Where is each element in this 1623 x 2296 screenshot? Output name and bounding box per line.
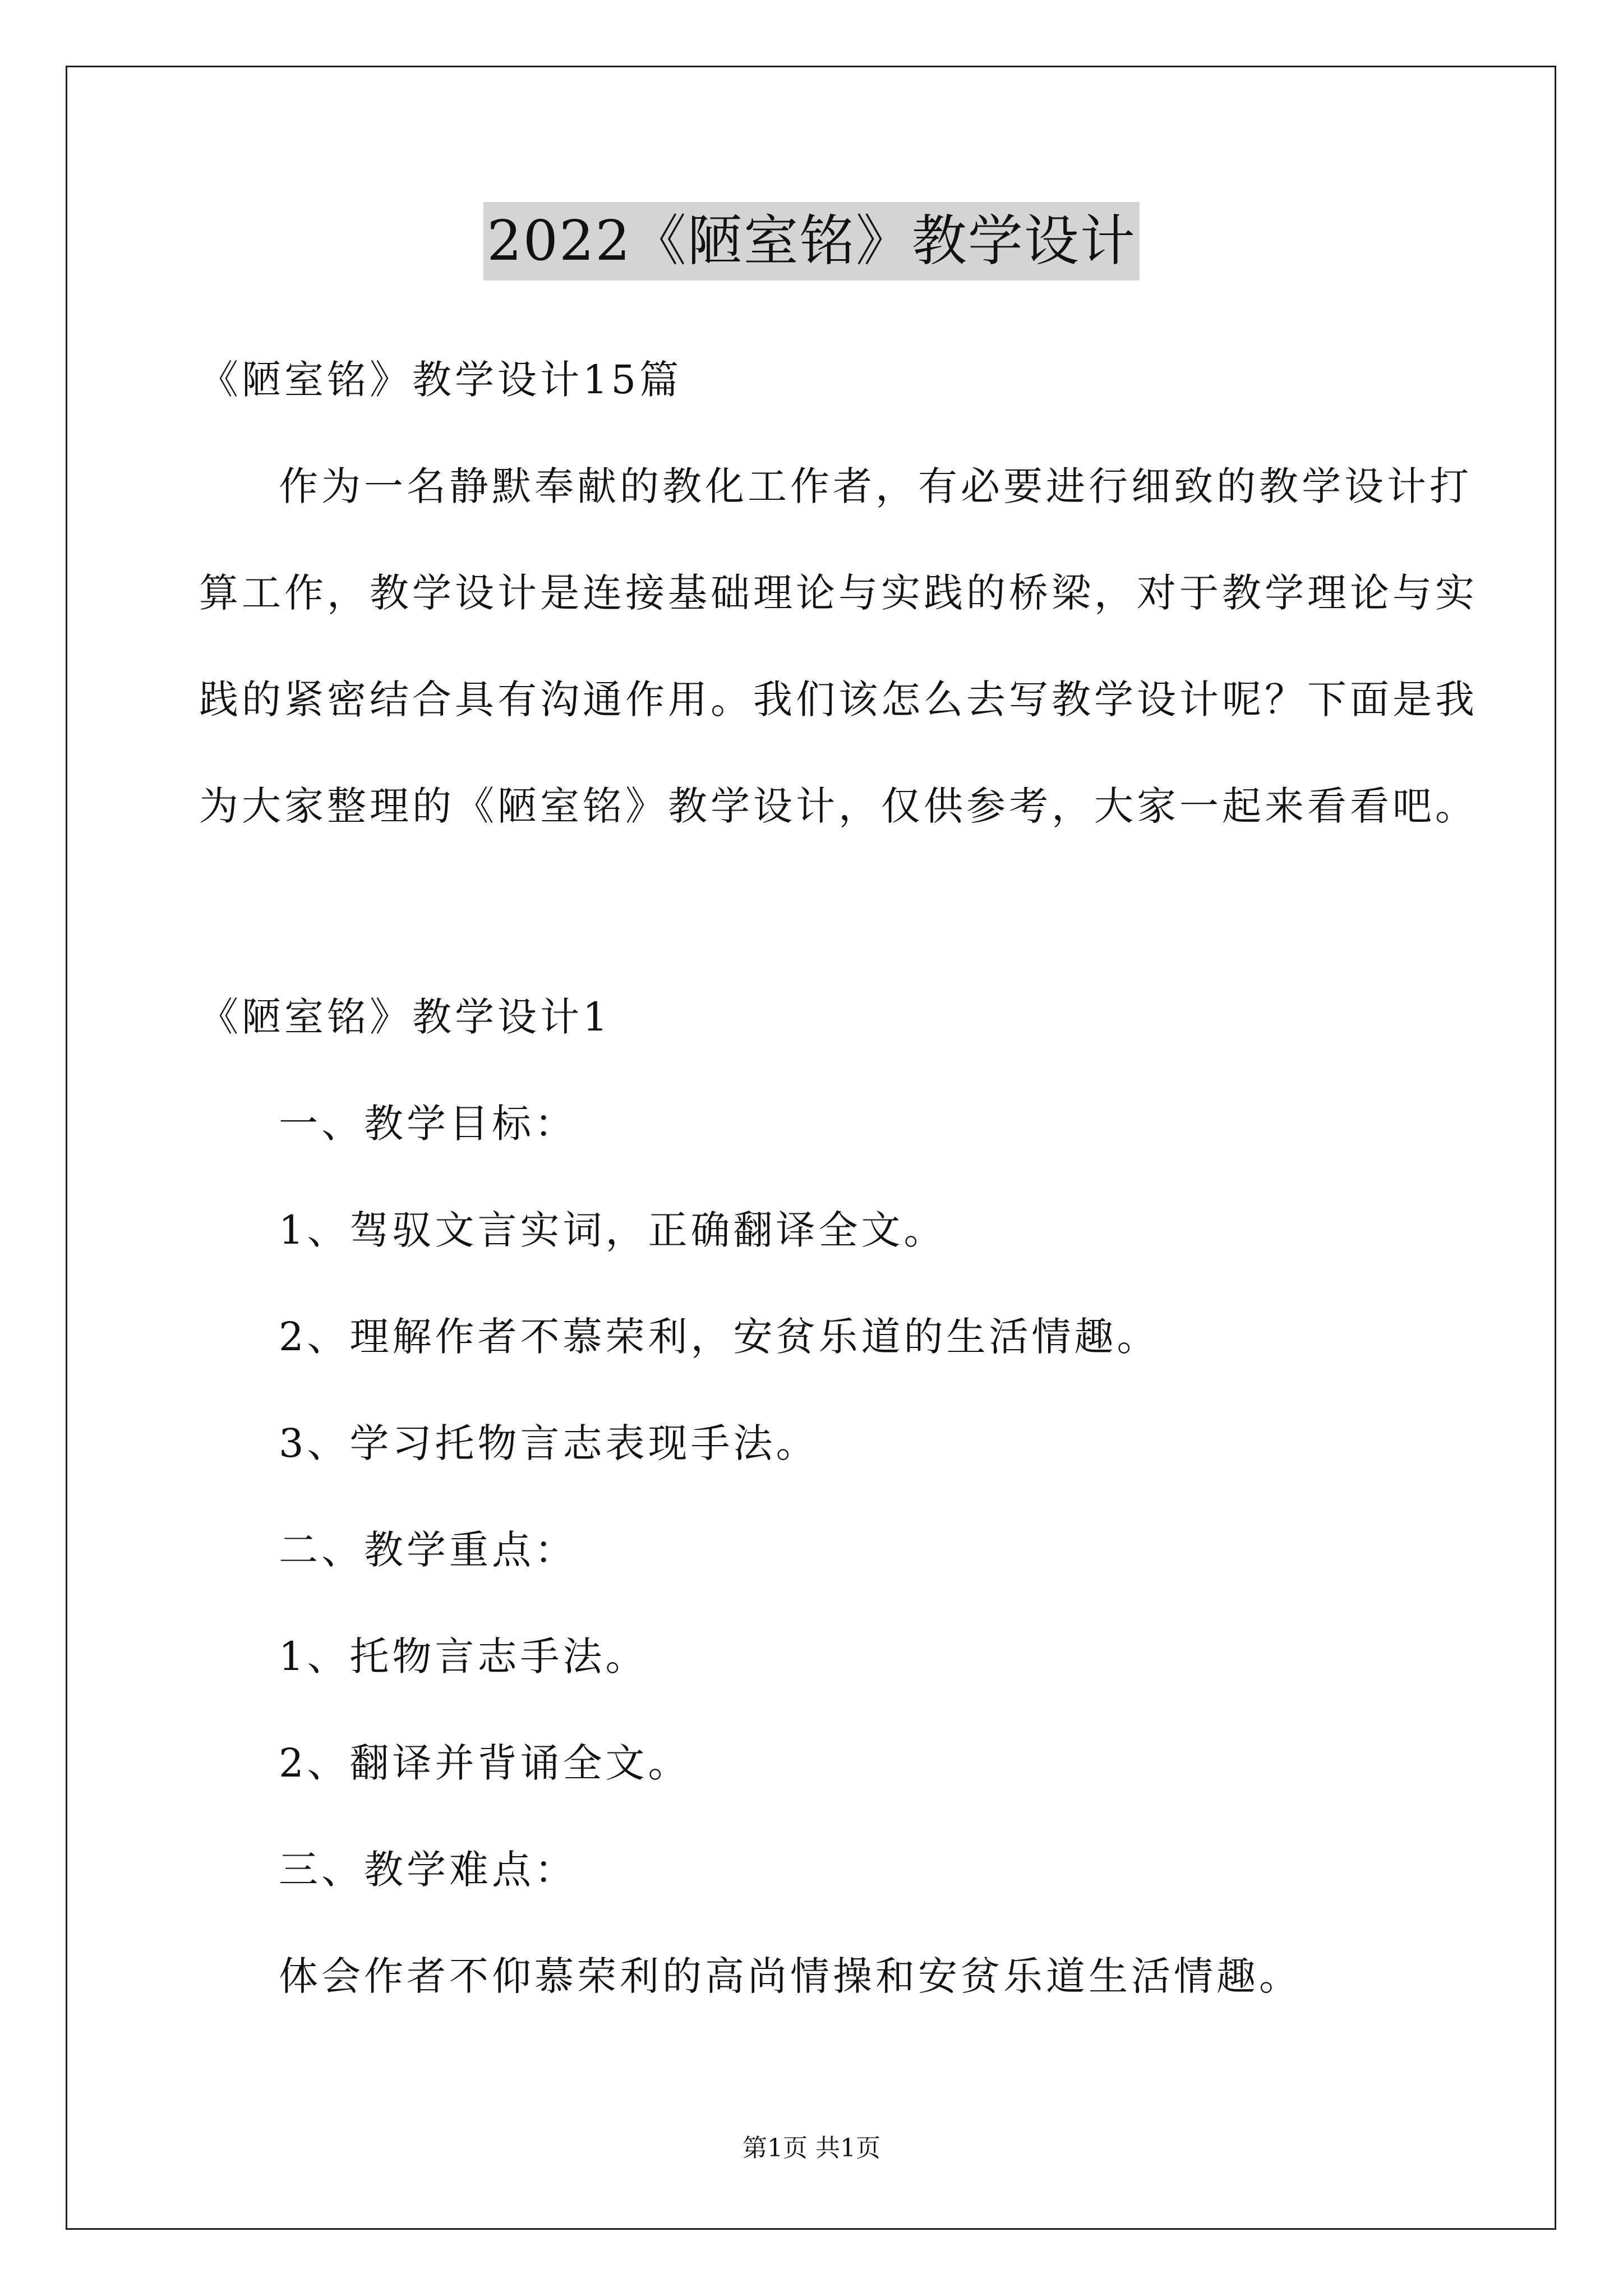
page-footer: 第1页 共1页 (743, 2134, 880, 2162)
difficulty-item-1: 体会作者不仰慕荣利的高尚情操和安贫乐道生活情趣。 (279, 1953, 1302, 1999)
objective-item-3: 3、学习托物言志表现手法。 (279, 1420, 819, 1466)
objective-item-1: 1、驾驭文言实词，正确翻译全文。 (279, 1207, 947, 1253)
section-heading: 《陋室铭》教学设计1 (199, 994, 611, 1040)
intro-line-1: 作为一名静默奉献的教化工作者，有必要进行细致的教学设计打 (279, 463, 1472, 509)
intro-line-4: 为大家整理的《陋室铭》教学设计，仅供参考，大家一起来看看吧。 (199, 783, 1478, 829)
keypoint-item-2: 2、翻译并背诵全文。 (279, 1740, 691, 1786)
keypoints-heading: 二、教学重点： (279, 1527, 577, 1573)
intro-line-3: 践的紧密结合具有沟通作用。我们该怎么去写教学设计呢？下面是我 (199, 677, 1478, 723)
document-subtitle: 《陋室铭》教学设计15篇 (199, 357, 683, 403)
keypoint-item-1: 1、托物言志手法。 (279, 1634, 648, 1680)
document-title: 2022《陋室铭》教学设计 (483, 202, 1139, 280)
objectives-heading: 一、教学目标： (279, 1101, 577, 1147)
objective-item-2: 2、理解作者不慕荣利，安贫乐道的生活情趣。 (279, 1314, 1160, 1360)
title-container (0, 202, 1623, 280)
intro-line-2: 算工作，教学设计是连接基础理论与实践的桥梁，对于教学理论与实 (199, 570, 1478, 616)
difficulties-heading: 三、教学难点： (279, 1847, 577, 1893)
